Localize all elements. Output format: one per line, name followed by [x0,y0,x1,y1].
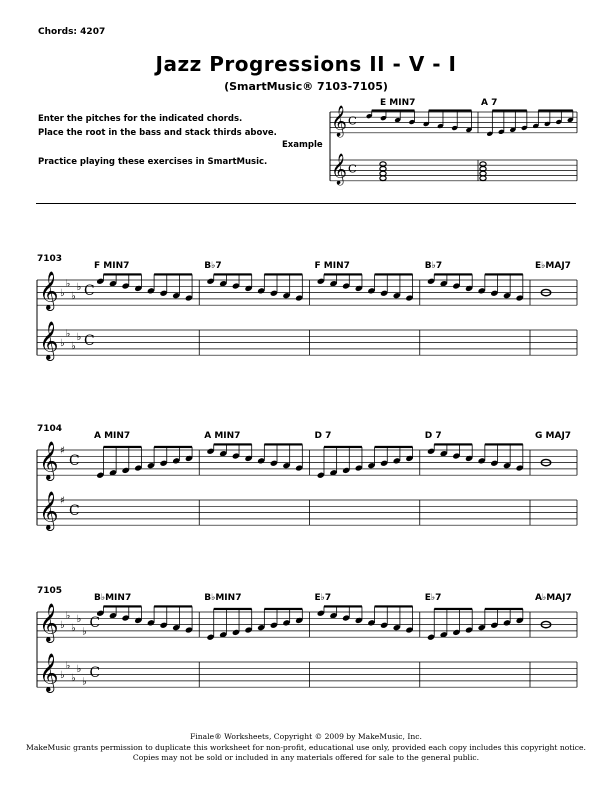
common-time-icon: C [69,453,80,470]
instruction-line-2: Place the root in the bass and stack thirds above. [38,128,277,138]
beam [375,605,413,607]
chord-label: B♭MIN7 [94,593,132,603]
chord-tone [480,176,486,181]
staff [330,160,577,181]
beam [324,273,362,275]
chord-label: G MAJ7 [535,431,572,441]
treble-clef-icon: 𝄞 [331,105,347,137]
common-time-icon: C [348,113,357,128]
flat-icon: ♭ [60,620,65,632]
treble-clef-icon: 𝄞 [331,153,347,185]
exercise-number: 7103 [37,254,63,264]
treble-clef-icon: 𝄞 [39,653,59,692]
common-time-icon: C [84,333,95,350]
chord-label: B♭MIN7 [204,593,242,603]
beam [375,273,413,275]
beam [264,608,302,610]
treble-clef-icon: 𝄞 [39,271,59,310]
treble-clef-icon: 𝄞 [39,491,59,530]
beam [372,109,415,111]
beam [434,273,472,275]
chord-tone [380,171,386,176]
flat-icon: ♭ [65,328,71,340]
beam [324,446,362,448]
flat-icon: ♭ [60,670,65,682]
beam [214,273,252,275]
chord-label: B♭7 [204,261,222,271]
footer-restriction: Copies may not be sold or included in any materials offered for sale to the general public. [132,753,480,762]
chord-label: E♭7 [314,593,332,603]
common-time-icon: C [89,615,101,632]
flat-icon: ♭ [71,623,76,635]
flat-icon: ♭ [76,663,82,675]
flat-icon: ♭ [71,673,76,685]
treble-clef-icon: 𝄞 [39,441,59,480]
sharp-icon: ♯ [60,495,65,507]
chord-label: A♭MAJ7 [535,593,572,603]
beam [485,608,523,610]
exercise-number: 7104 [37,424,63,434]
exercise-number: 7105 [37,586,63,596]
treble-clef-icon: 𝄞 [39,603,59,642]
beam [434,443,472,445]
beam [214,443,252,445]
beam [375,446,413,448]
beam [324,605,362,607]
chord-label: D 7 [314,431,332,441]
beam [103,446,141,448]
beam [492,109,526,111]
chord-tone [380,162,386,167]
beam [429,109,472,111]
beam [214,608,252,610]
common-time-icon: C [69,503,80,520]
staff [37,330,577,355]
chord-label: F MIN7 [314,261,350,271]
flat-icon: ♭ [65,610,71,622]
beam [434,608,472,610]
instruction-line-1: Enter the pitches for the indicated chords. [38,114,243,124]
chord-label: E♭MAJ7 [535,261,571,271]
beam [485,273,523,275]
common-time-icon: C [348,161,357,176]
beam [264,443,302,445]
flat-icon: ♭ [82,676,87,688]
treble-clef-icon: 𝄞 [39,321,59,360]
beam [154,605,192,607]
chord-label: A MIN7 [94,431,131,441]
flat-icon: ♭ [76,331,82,343]
chord-tone [480,171,486,176]
chord-tone [480,162,486,167]
example-chord-label: E MIN7 [380,98,416,108]
chord-label: E♭7 [424,593,442,603]
beam [485,443,523,445]
flat-icon: ♭ [82,626,87,638]
footer [0,732,612,764]
example-chord-label: A 7 [481,98,498,108]
common-time-icon: C [89,665,101,682]
chord-label: A MIN7 [204,431,241,441]
flat-icon: ♭ [60,338,65,350]
staff [37,500,577,525]
staff [37,662,577,687]
beam [103,605,141,607]
chords-code: Chords: 4207 [38,27,106,37]
example-label: Example [282,140,323,150]
beam [154,273,192,275]
page-subtitle: (SmartMusic® 7103-7105) [224,80,388,93]
beam [538,109,573,111]
footer-permission: MakeMusic grants permission to duplicate this worksheet for non-profit, educational use only, provided each copy includes this copyright notice. [26,742,586,752]
flat-icon: ♭ [60,288,65,300]
flat-icon: ♭ [65,660,71,672]
beam [103,273,141,275]
chord-tone [380,176,386,181]
chord-label: F MIN7 [94,261,130,271]
footer-copyright: Finale® Worksheets, Copyright © 2009 by MakeMusic, Inc. [190,732,422,741]
flat-icon: ♭ [76,281,82,293]
beam [264,273,302,275]
flat-icon: ♭ [76,613,82,625]
page-title: Jazz Progressions II - V - I [155,52,457,76]
instruction-line-3: Practice playing these exercises in SmartMusic. [38,157,268,167]
common-time-icon: C [84,283,95,300]
flat-icon: ♭ [71,291,76,303]
chord-label: D 7 [424,431,442,441]
sharp-icon: ♯ [60,445,65,457]
flat-icon: ♭ [71,341,76,353]
chord-label: B♭7 [424,261,443,271]
flat-icon: ♭ [65,278,71,290]
beam [154,446,192,448]
